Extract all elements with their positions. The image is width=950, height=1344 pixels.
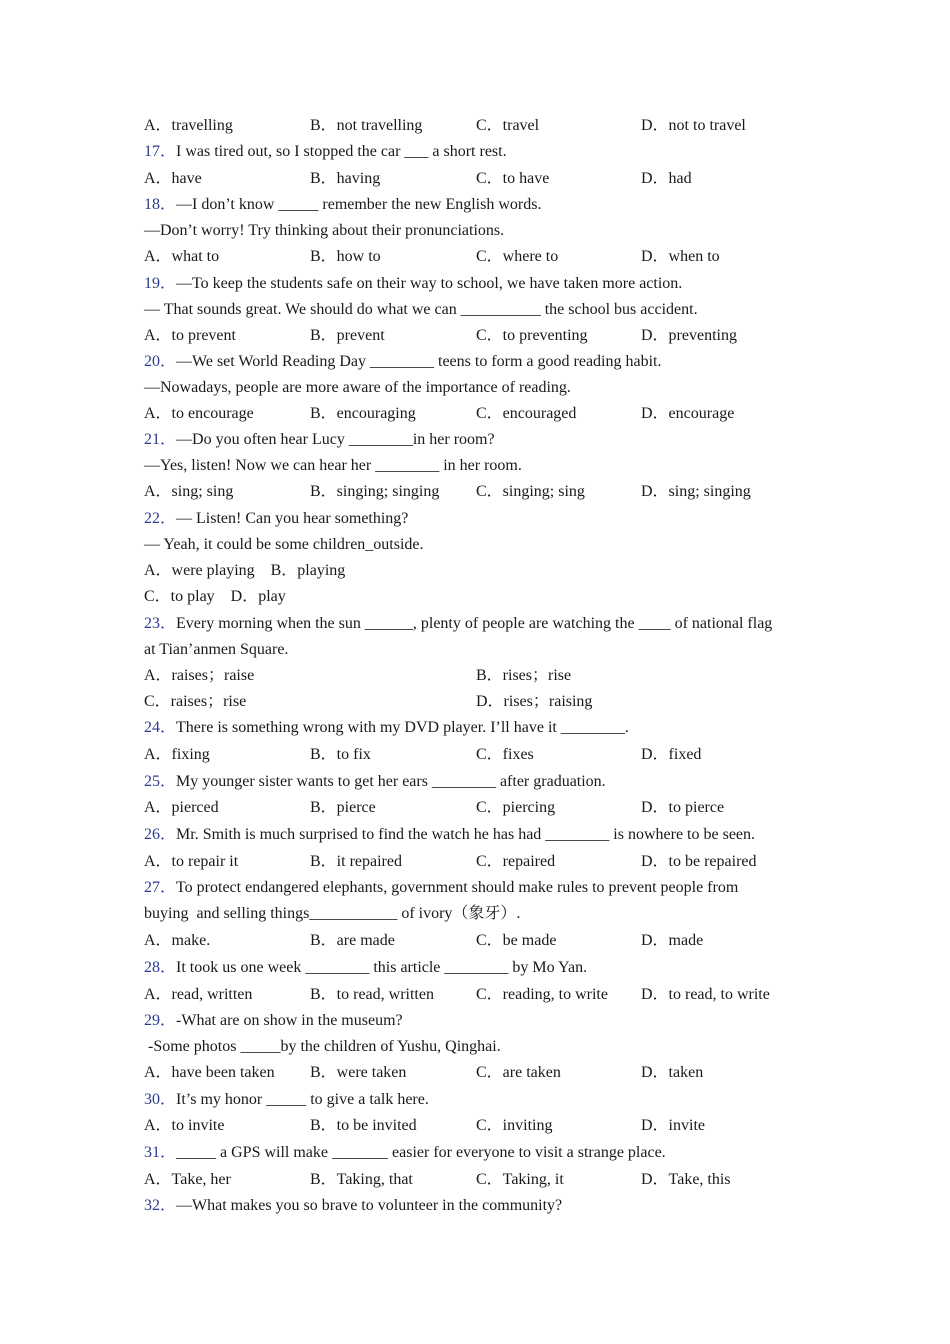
q27-number: 27． — [144, 879, 177, 896]
q28-stem-line — [144, 957, 587, 979]
q21-option-d: D．sing; singing — [641, 483, 751, 500]
q29-stem: -What are on show in the museum? — [176, 1012, 403, 1029]
q17-option-a: A．have — [144, 170, 202, 187]
q21-option-a: A．sing; sing — [144, 483, 234, 500]
q31-stem: _____ a GPS will make _______ easier for everyone to visit a strange place. — [176, 1144, 666, 1161]
q25-option-c: C．piercing — [476, 799, 556, 816]
q28-option-a: A．read, written — [144, 986, 253, 1003]
q29-option-d: D．taken — [641, 1064, 704, 1081]
q25-option-b: B．pierce — [310, 799, 376, 816]
q17-option-d: D．had — [641, 170, 692, 187]
q23-option-a: A．raises；raise — [144, 667, 255, 684]
q24-option-a: A．fixing — [144, 746, 210, 763]
q20-option-c: C．encouraged — [476, 405, 577, 422]
q18-option-b: B．how to — [310, 248, 381, 265]
q20-number: 20． — [144, 353, 177, 370]
q32-stem-line — [144, 1195, 562, 1217]
q28-option-c: C．reading, to write — [476, 986, 608, 1003]
q24-option-b: B．to fix — [310, 746, 371, 763]
q31-option-b: B．Taking, that — [310, 1171, 413, 1188]
q24-stem-line — [144, 717, 629, 739]
q29-option-a: A．have been taken — [144, 1064, 275, 1081]
q18-option-a: A．what to — [144, 248, 220, 265]
q30-number: 30． — [144, 1091, 177, 1108]
q31-option-a: A．Take, her — [144, 1171, 231, 1188]
q20-option-a: A．to encourage — [144, 405, 254, 422]
q19-stem-line — [144, 273, 682, 295]
q26-option-c: C．repaired — [476, 853, 556, 870]
q18-option-c: C．where to — [476, 248, 559, 265]
q20-stem: —We set World Reading Day ________ teens to form a good reading habit. — [176, 353, 662, 370]
q17-option-b: B．having — [310, 170, 381, 187]
q20-option-d: D．encourage — [641, 405, 735, 422]
q28-number: 28． — [144, 959, 177, 976]
q29-number: 29． — [144, 1012, 177, 1029]
q20-line2: —Nowadays, people are more aware of the importance of reading. — [144, 379, 571, 396]
q24-stem: There is something wrong with my DVD player. I’ll have it ________. — [176, 719, 629, 736]
q27-option-a: A．make. — [144, 932, 211, 949]
q22-stem-line — [144, 508, 408, 530]
q21-stem-line — [144, 429, 495, 451]
q32-number: 32． — [144, 1197, 177, 1214]
q31-option-d: D．Take, this — [641, 1171, 731, 1188]
q27-option-c: C．be made — [476, 932, 557, 949]
q25-stem-line — [144, 771, 606, 793]
q25-stem: My younger sister wants to get her ears ________ after graduation. — [176, 773, 606, 790]
q26-number: 26． — [144, 826, 177, 843]
q31-stem-line — [144, 1142, 666, 1164]
q18-line2: —Don’t worry! Try thinking about their pronunciations. — [144, 222, 505, 239]
q23-option-b: B．rises；rise — [476, 667, 572, 684]
q27-line2: buying and selling things___________ of ivory（象牙）. — [144, 905, 521, 922]
q22-stem: — Listen! Can you hear something? — [176, 510, 409, 527]
q23-option-c: C．raises；rise — [144, 693, 247, 710]
q26-option-d: D．to be repaired — [641, 853, 757, 870]
q29-option-b: B．were taken — [310, 1064, 407, 1081]
q27-stem-line — [144, 877, 738, 899]
q21-line2: —Yes, listen! Now we can hear her ________ in her room. — [144, 457, 522, 474]
q30-option-b: B．to be invited — [310, 1117, 417, 1134]
q18-stem: —I don’t know _____ remember the new English words. — [176, 196, 542, 213]
q23-number: 23． — [144, 615, 177, 632]
q22-options-row1: A．were playing B．playing — [144, 562, 346, 579]
q24-option-c: C．fixes — [476, 746, 534, 763]
q21-option-c: C．singing; sing — [476, 483, 585, 500]
q24-number: 24． — [144, 719, 177, 736]
q20-option-b: B．encouraging — [310, 405, 416, 422]
q17-stem-line — [144, 141, 507, 163]
q22-number: 22． — [144, 510, 177, 527]
q30-stem: It’s my honor _____ to give a talk here. — [176, 1091, 429, 1108]
q23-option-d: D．rises；raising — [476, 693, 593, 710]
q16-option-a: A．travelling — [144, 117, 233, 134]
q29-line2: -Some photos _____by the children of Yushu, Qinghai. — [144, 1038, 501, 1055]
q27-stem: To protect endangered elephants, government should make rules to prevent people from — [176, 879, 739, 896]
q18-stem-line — [144, 194, 541, 216]
q22-options-row2: C．to play D．play — [144, 588, 286, 605]
q31-number: 31． — [144, 1144, 177, 1161]
q21-option-b: B．singing; singing — [310, 483, 440, 500]
q26-stem-line — [144, 824, 755, 846]
q23-stem-line — [144, 613, 772, 635]
q16-option-c: C．travel — [476, 117, 540, 134]
q20-stem-line — [144, 351, 661, 373]
q19-option-c: C．to preventing — [476, 327, 588, 344]
q28-option-b: B．to read, written — [310, 986, 434, 1003]
q31-option-c: C．Taking, it — [476, 1171, 564, 1188]
q29-option-c: C．are taken — [476, 1064, 561, 1081]
q19-line2: — That sounds great. We should do what we can __________ the school bus accident. — [144, 301, 698, 318]
q26-stem: Mr. Smith is much surprised to find the watch he has had ________ is nowhere to be seen. — [176, 826, 756, 843]
q21-stem: —Do you often hear Lucy ________in her room? — [176, 431, 495, 448]
q32-stem: —What makes you so brave to volunteer in the community? — [176, 1197, 563, 1214]
q21-number: 21． — [144, 431, 177, 448]
q23-stem: Every morning when the sun ______, plenty of people are watching the ____ of national flag — [176, 615, 773, 632]
q27-option-d: D．made — [641, 932, 704, 949]
q25-option-a: A．pierced — [144, 799, 219, 816]
q25-number: 25． — [144, 773, 177, 790]
q18-number: 18． — [144, 196, 177, 213]
q30-option-d: D．invite — [641, 1117, 705, 1134]
q22-line2: — Yeah, it could be some children_outside. — [144, 536, 424, 553]
q18-option-d: D．when to — [641, 248, 720, 265]
q17-number: 17． — [144, 143, 177, 160]
q30-stem-line — [144, 1089, 429, 1111]
q26-option-a: A．to repair it — [144, 853, 239, 870]
q16-option-b: B．not travelling — [310, 117, 423, 134]
q28-option-d: D．to read, to write — [641, 986, 770, 1003]
q23-line2: at Tian’anmen Square. — [144, 641, 289, 658]
q26-option-b: B．it repaired — [310, 853, 402, 870]
q24-option-d: D．fixed — [641, 746, 702, 763]
q29-stem-line — [144, 1010, 403, 1032]
q30-option-c: C．inviting — [476, 1117, 553, 1134]
q17-stem: I was tired out, so I stopped the car ___ a short rest. — [176, 143, 507, 160]
q19-option-d: D．preventing — [641, 327, 737, 344]
q16-option-d: D．not to travel — [641, 117, 746, 134]
q19-stem: —To keep the students safe on their way to school, we have taken more action. — [176, 275, 683, 292]
q19-option-b: B．prevent — [310, 327, 385, 344]
q28-stem: It took us one week ________ this article ________ by Mo Yan. — [176, 959, 588, 976]
q17-option-c: C．to have — [476, 170, 550, 187]
q30-option-a: A．to invite — [144, 1117, 225, 1134]
q27-option-b: B．are made — [310, 932, 395, 949]
q19-option-a: A．to prevent — [144, 327, 236, 344]
q25-option-d: D．to pierce — [641, 799, 725, 816]
q19-number: 19． — [144, 275, 177, 292]
